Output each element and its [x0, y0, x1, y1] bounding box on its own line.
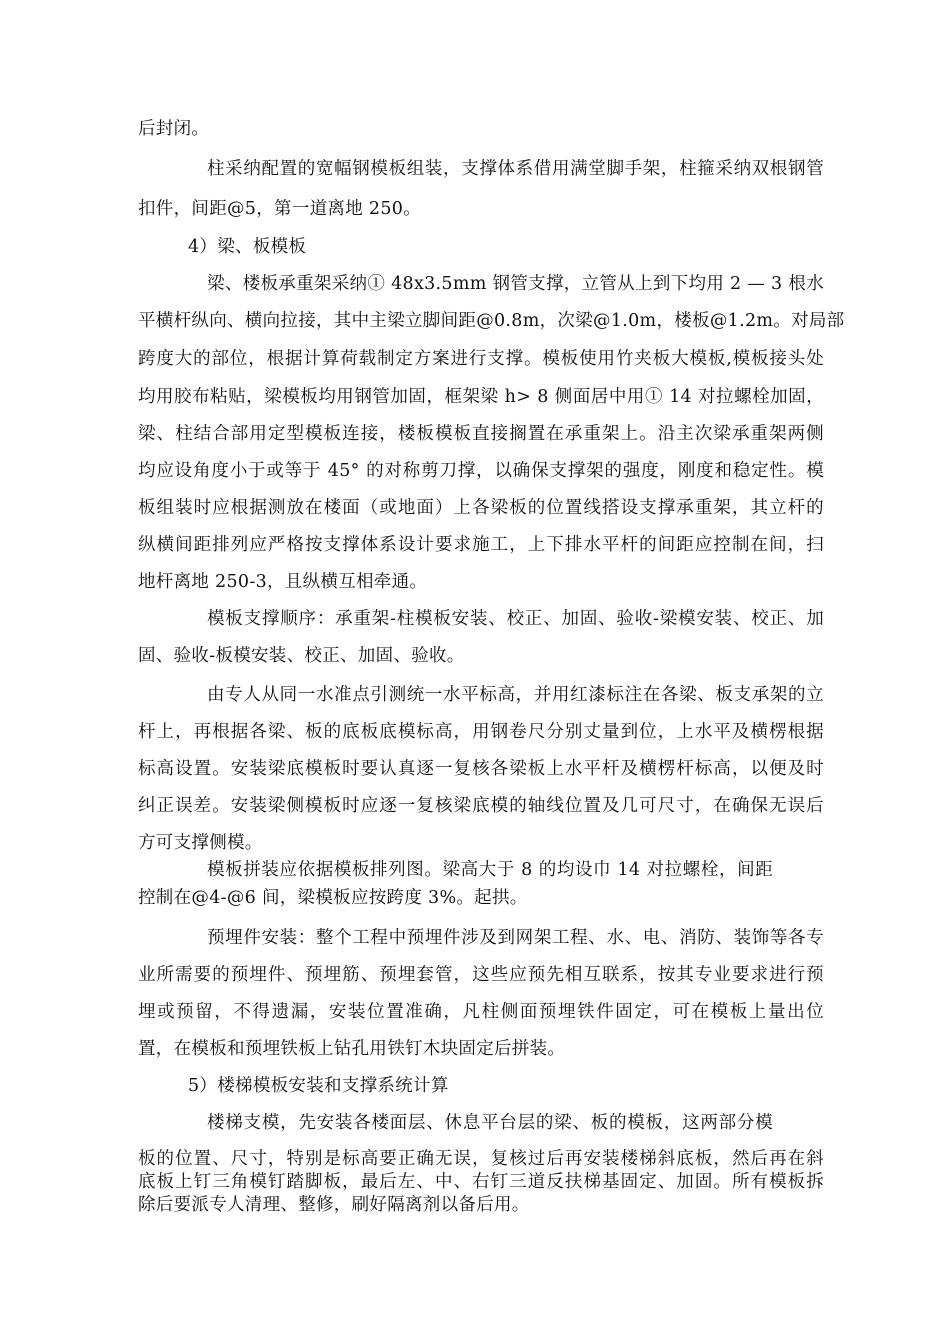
text-line: 预埋件安装：整个工程中预埋件涉及到网架工程、水、电、消防、装饰等各专 — [207, 928, 824, 948]
text-line: 置，在模板和预埋铁板上钻孔用铁钉木块固定后拼装。 — [138, 1039, 566, 1059]
text-line: 纵横间距排列应严格按支撑体系设计要求施工，上下排水平杆的间距应控制在间，扫 — [138, 535, 824, 555]
text-line: 纠正误差。安装梁侧模板时应逐一复核梁底模的轴线位置及几可尺寸，在确保无误后 — [138, 796, 824, 816]
text-line: 埋或预留，不得遗漏，安装位置准确，凡柱侧面预埋铁件固定，可在模板上量出位 — [138, 1002, 824, 1022]
text-line: 固、验收-板模安装、校正、加固、验收。 — [138, 646, 465, 666]
text-line: 方可支撑侧模。 — [138, 833, 263, 853]
text-line: 梁、楼板承重架采纳① 48x3.5mm 钢管支撑，立管从上到下均用 2 — 3 根水 — [207, 274, 824, 294]
text-line: 均用胶布粘贴，梁模板均用钢管加固，框架梁 h> 8 侧面居中用① 14 对拉螺栓加固， — [138, 387, 824, 407]
text-line: 跨度大的部位，根据计算荷载制定方案进行支撑。模板使用竹夹板大模板,模板接头处 — [138, 349, 824, 369]
text-line: 均应设角度小于或等于 45° 的对称剪刀撑，以确保支撑架的强度，刚度和稳定性。模 — [138, 461, 824, 481]
text-line: 楼梯支模，先安装各楼面层、休息平台层的梁、板的模板，这两部分模 — [207, 1113, 773, 1133]
section-heading: 4）梁、板模板 — [188, 237, 307, 257]
text-line: 扣件，间距@5，第一道离地 250。 — [138, 199, 421, 219]
text-line: 底板上钉三角模钉踏脚板，最后左、中、右钉三道反扶梯基固定、加固。所有模板拆 — [138, 1172, 824, 1192]
text-line: 模板支撑顺序：承重架-柱模板安装、校正、加固、验收-梁模安装、校正、加 — [207, 609, 824, 629]
text-line: 标高设置。安装梁底模板时要认真逐一复核各梁板上水平杆及横楞杆标高，以便及时 — [138, 759, 824, 779]
text-line: 板的位置、尺寸，特别是标高要正确无误，复核过后再安装楼梯斜底板，然后再在斜 — [138, 1149, 824, 1169]
text-line: 后封闭。 — [138, 119, 210, 139]
text-line: 控制在@4-@6 间，梁模板应按跨度 3%。起拱。 — [138, 888, 528, 908]
text-line: 地杆离地 250-3，且纵横互相牵通。 — [138, 572, 428, 592]
section-heading: 5）楼梯模板安装和支撑系统计算 — [188, 1076, 449, 1096]
text-line: 模板拼装应依据模板排列图。梁高大于 8 的均设巾 14 对拉螺栓，间距 — [207, 860, 773, 880]
text-line: 业所需要的预埋件、预埋筋、预埋套管，这些应预先相互联系，按其专业要求进行预 — [138, 965, 824, 985]
text-line: 板组装时应根据测放在楼面（或地面）上各梁板的位置线搭设支撑承重架，其立杆的 — [138, 498, 824, 518]
text-line: 由专人从同一水准点引测统一水平标高，并用红漆标注在各梁、板支承架的立 — [207, 685, 824, 705]
text-line: 柱采纳配置的宽幅钢模板组装，支撑体系借用满堂脚手架，柱箍采纳双根钢管 — [207, 159, 824, 179]
text-line: 杆上，再根据各梁、板的底板底模标高，用钢卷尺分别丈量到位，上水平及横楞根据 — [138, 722, 824, 742]
text-line: 梁、柱结合部用定型模板连接，楼板模板直接搁置在承重架上。沿主次梁承重架两侧 — [138, 424, 824, 444]
text-line: 除后要派专人清理、整修，刷好隔离剂以备后用。 — [138, 1195, 530, 1215]
text-line: 平横杆纵向、横向拉接，其中主梁立脚间距@0.8m，次梁@1.0m，楼板@1.2m。对局部 — [138, 311, 845, 331]
